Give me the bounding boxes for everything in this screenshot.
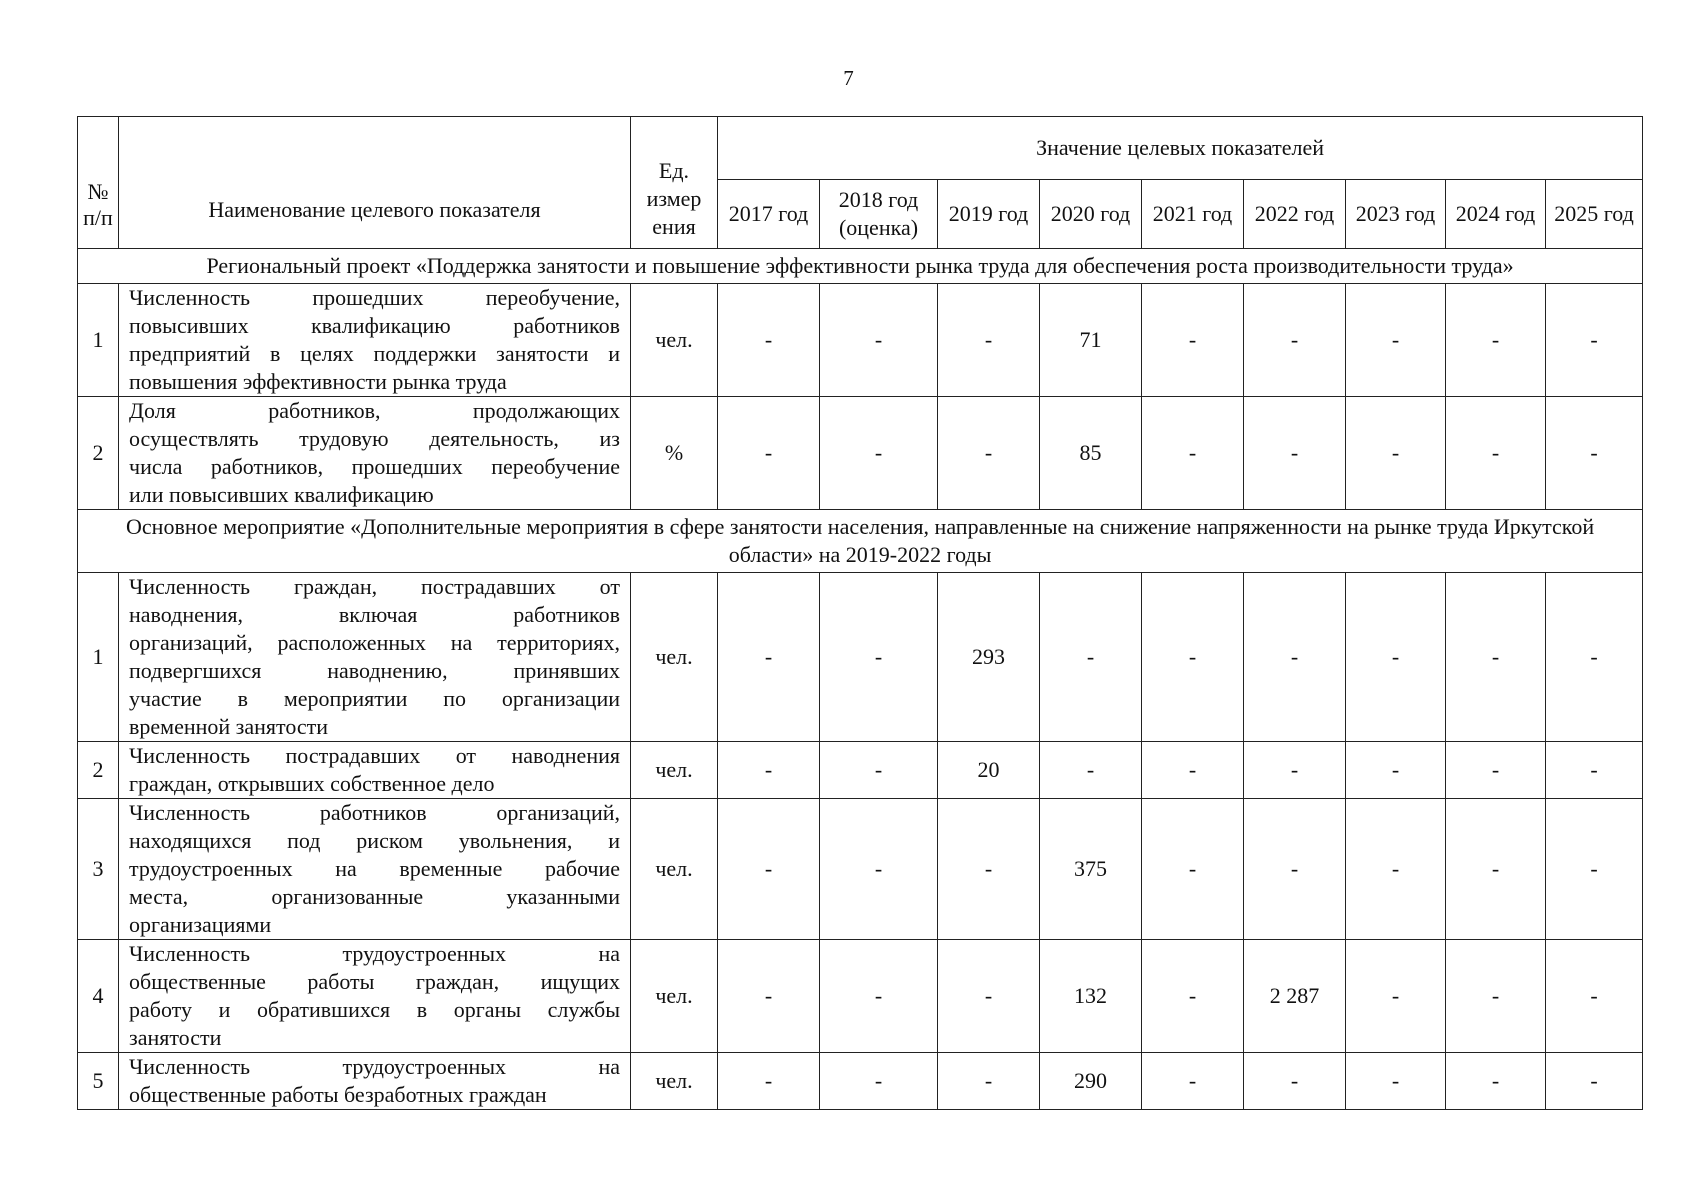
page-number: 7	[843, 66, 854, 90]
value-cell: -	[820, 742, 938, 799]
value-cell: -	[820, 1053, 938, 1110]
value-cell: -	[1546, 742, 1643, 799]
unit-cell: чел.	[631, 1053, 718, 1110]
indicator-name-line: Доля работников, продолжающих	[129, 398, 620, 423]
unit-cell: чел.	[631, 742, 718, 799]
value-cell: 375	[1040, 799, 1142, 940]
row-number: 2	[78, 742, 119, 799]
header-year: 2017 год	[718, 180, 820, 249]
value-cell: -	[1346, 397, 1446, 510]
header-year: 2019 год	[938, 180, 1040, 249]
value-cell: -	[1446, 397, 1546, 510]
table-row	[78, 1053, 1643, 1110]
table-body	[78, 249, 1643, 1110]
indicator-name	[119, 742, 631, 799]
value-cell: -	[1546, 573, 1643, 742]
value-cell: -	[718, 284, 820, 397]
indicator-name-line: повышения эффективности рынка труда	[129, 369, 507, 394]
indicator-name-line: Численность прошедших переобучение,	[129, 285, 620, 310]
indicator-name-line: Численность работников организаций,	[129, 800, 620, 825]
indicator-name-line: числа работников, прошедших переобучение	[129, 454, 620, 479]
value-cell: -	[1244, 397, 1346, 510]
indicator-name-line: места, организованные указанными	[129, 884, 620, 909]
value-cell: -	[1142, 799, 1244, 940]
indicator-name-line: Численность трудоустроенных на	[129, 1054, 620, 1079]
value-cell: -	[718, 573, 820, 742]
table-row	[78, 284, 1643, 397]
row-number: 4	[78, 940, 119, 1053]
indicator-name-line: участие в мероприятии по организации	[129, 686, 620, 711]
indicator-name-line: находящихся под риском увольнения, и	[129, 828, 620, 853]
value-cell: -	[1142, 573, 1244, 742]
value-cell: -	[718, 397, 820, 510]
indicator-name-line: трудоустроенных на временные рабочие	[129, 856, 620, 881]
header-values-title: Значение целевых показателей	[718, 117, 1643, 180]
value-cell: -	[1446, 284, 1546, 397]
value-cell: -	[1346, 284, 1446, 397]
indicator-name-line: Численность граждан, пострадавших от	[129, 574, 620, 599]
value-cell: -	[1546, 1053, 1643, 1110]
value-cell: 132	[1040, 940, 1142, 1053]
value-cell: 293	[938, 573, 1040, 742]
value-cell: -	[820, 573, 938, 742]
indicator-name-line: общественные работы граждан, ищущих	[129, 969, 620, 994]
indicator-name	[119, 284, 631, 397]
value-cell: -	[718, 742, 820, 799]
table-row	[78, 573, 1643, 742]
value-cell: -	[1546, 799, 1643, 940]
value-cell: -	[718, 940, 820, 1053]
value-cell: -	[1040, 742, 1142, 799]
indicator-name-line: организаций, расположенных на территориях,	[129, 630, 620, 655]
indicator-name	[119, 1053, 631, 1110]
value-cell: -	[1546, 397, 1643, 510]
value-cell: -	[1142, 1053, 1244, 1110]
section-row	[78, 510, 1643, 573]
header-unit: Ед. измер ения	[631, 117, 718, 249]
indicator-name	[119, 573, 631, 742]
value-cell: -	[718, 799, 820, 940]
section-row	[78, 249, 1643, 284]
value-cell: -	[1446, 940, 1546, 1053]
indicator-name-line: Численность трудоустроенных на	[129, 941, 620, 966]
row-number: 3	[78, 799, 119, 940]
value-cell: -	[1346, 573, 1446, 742]
value-cell: -	[1142, 940, 1244, 1053]
value-cell: 20	[938, 742, 1040, 799]
section-title: Основное мероприятие «Дополнительные мероприятия в сфере занятости населения, направленные на снижение напряженности на рынке труда Иркутской области» на 2019-2022 годы	[78, 510, 1643, 573]
section-title: Региональный проект «Поддержка занятости и повышение эффективности рынка труда для обеспечения роста производительности труда»	[78, 249, 1643, 284]
indicator-name	[119, 799, 631, 940]
row-number: 1	[78, 284, 119, 397]
indicator-name-line: повысивших квалификацию работников	[129, 313, 620, 338]
value-cell: -	[938, 1053, 1040, 1110]
header-year: 2024 год	[1446, 180, 1546, 249]
value-cell: -	[718, 1053, 820, 1110]
value-cell: -	[1244, 1053, 1346, 1110]
value-cell: -	[1546, 284, 1643, 397]
value-cell: -	[938, 940, 1040, 1053]
indicator-name-line: осуществлять трудовую деятельность, из	[129, 426, 620, 451]
unit-cell: чел.	[631, 573, 718, 742]
value-cell: 290	[1040, 1053, 1142, 1110]
value-cell: -	[938, 397, 1040, 510]
value-cell: -	[1446, 573, 1546, 742]
value-cell: -	[820, 799, 938, 940]
unit-cell: чел.	[631, 940, 718, 1053]
value-cell: 2 287	[1244, 940, 1346, 1053]
header-year: 2025 год	[1546, 180, 1643, 249]
value-cell: -	[1546, 940, 1643, 1053]
table-row	[78, 799, 1643, 940]
header-year: 2021 год	[1142, 180, 1244, 249]
indicator-name-line: или повысивших квалификацию	[129, 482, 434, 507]
value-cell: -	[1446, 799, 1546, 940]
value-cell: -	[820, 284, 938, 397]
header-year: 2018 год (оценка)	[820, 180, 938, 249]
row-number: 5	[78, 1053, 119, 1110]
value-cell: -	[938, 284, 1040, 397]
value-cell: -	[1346, 742, 1446, 799]
value-cell: -	[1244, 284, 1346, 397]
value-cell: -	[1142, 742, 1244, 799]
header-year: 2022 год	[1244, 180, 1346, 249]
table-row	[78, 742, 1643, 799]
value-cell: -	[1346, 1053, 1446, 1110]
unit-cell: чел.	[631, 284, 718, 397]
value-cell: 85	[1040, 397, 1142, 510]
indicator-name-line: временной занятости	[129, 714, 329, 739]
indicator-name-line: подвергшихся наводнению, принявших	[129, 658, 620, 683]
value-cell: -	[1142, 284, 1244, 397]
value-cell: -	[1446, 1053, 1546, 1110]
header-year: 2023 год	[1346, 180, 1446, 249]
header-name: Наименование целевого показателя	[119, 117, 631, 249]
value-cell: -	[938, 799, 1040, 940]
unit-cell: %	[631, 397, 718, 510]
indicator-name-line: граждан, открывших собственное дело	[129, 771, 495, 796]
indicator-name	[119, 397, 631, 510]
table-row	[78, 397, 1643, 510]
value-cell: -	[1244, 742, 1346, 799]
indicator-name-line: работу и обратившихся в органы службы	[129, 997, 620, 1022]
indicator-name-line: предприятий в целях поддержки занятости и	[129, 341, 620, 366]
value-cell: -	[1446, 742, 1546, 799]
indicator-name-line: организациями	[129, 912, 272, 937]
value-cell: 71	[1040, 284, 1142, 397]
unit-cell: чел.	[631, 799, 718, 940]
indicator-name-line: занятости	[129, 1025, 222, 1050]
value-cell: -	[1346, 940, 1446, 1053]
value-cell: -	[820, 397, 938, 510]
value-cell: -	[1244, 799, 1346, 940]
indicator-name	[119, 940, 631, 1053]
indicator-name-line: Численность пострадавших от наводнения	[129, 743, 620, 768]
header-num: № п/п	[78, 117, 119, 249]
row-number: 2	[78, 397, 119, 510]
row-number: 1	[78, 573, 119, 742]
table-row	[78, 940, 1643, 1053]
value-cell: -	[1244, 573, 1346, 742]
targets-table	[77, 116, 1643, 1110]
value-cell: -	[1142, 397, 1244, 510]
indicator-name-line: общественные работы безработных граждан	[129, 1082, 547, 1107]
value-cell: -	[1040, 573, 1142, 742]
indicator-name-line: наводнения, включая работников	[129, 602, 620, 627]
value-cell: -	[1346, 799, 1446, 940]
value-cell: -	[820, 940, 938, 1053]
header-year: 2020 год	[1040, 180, 1142, 249]
